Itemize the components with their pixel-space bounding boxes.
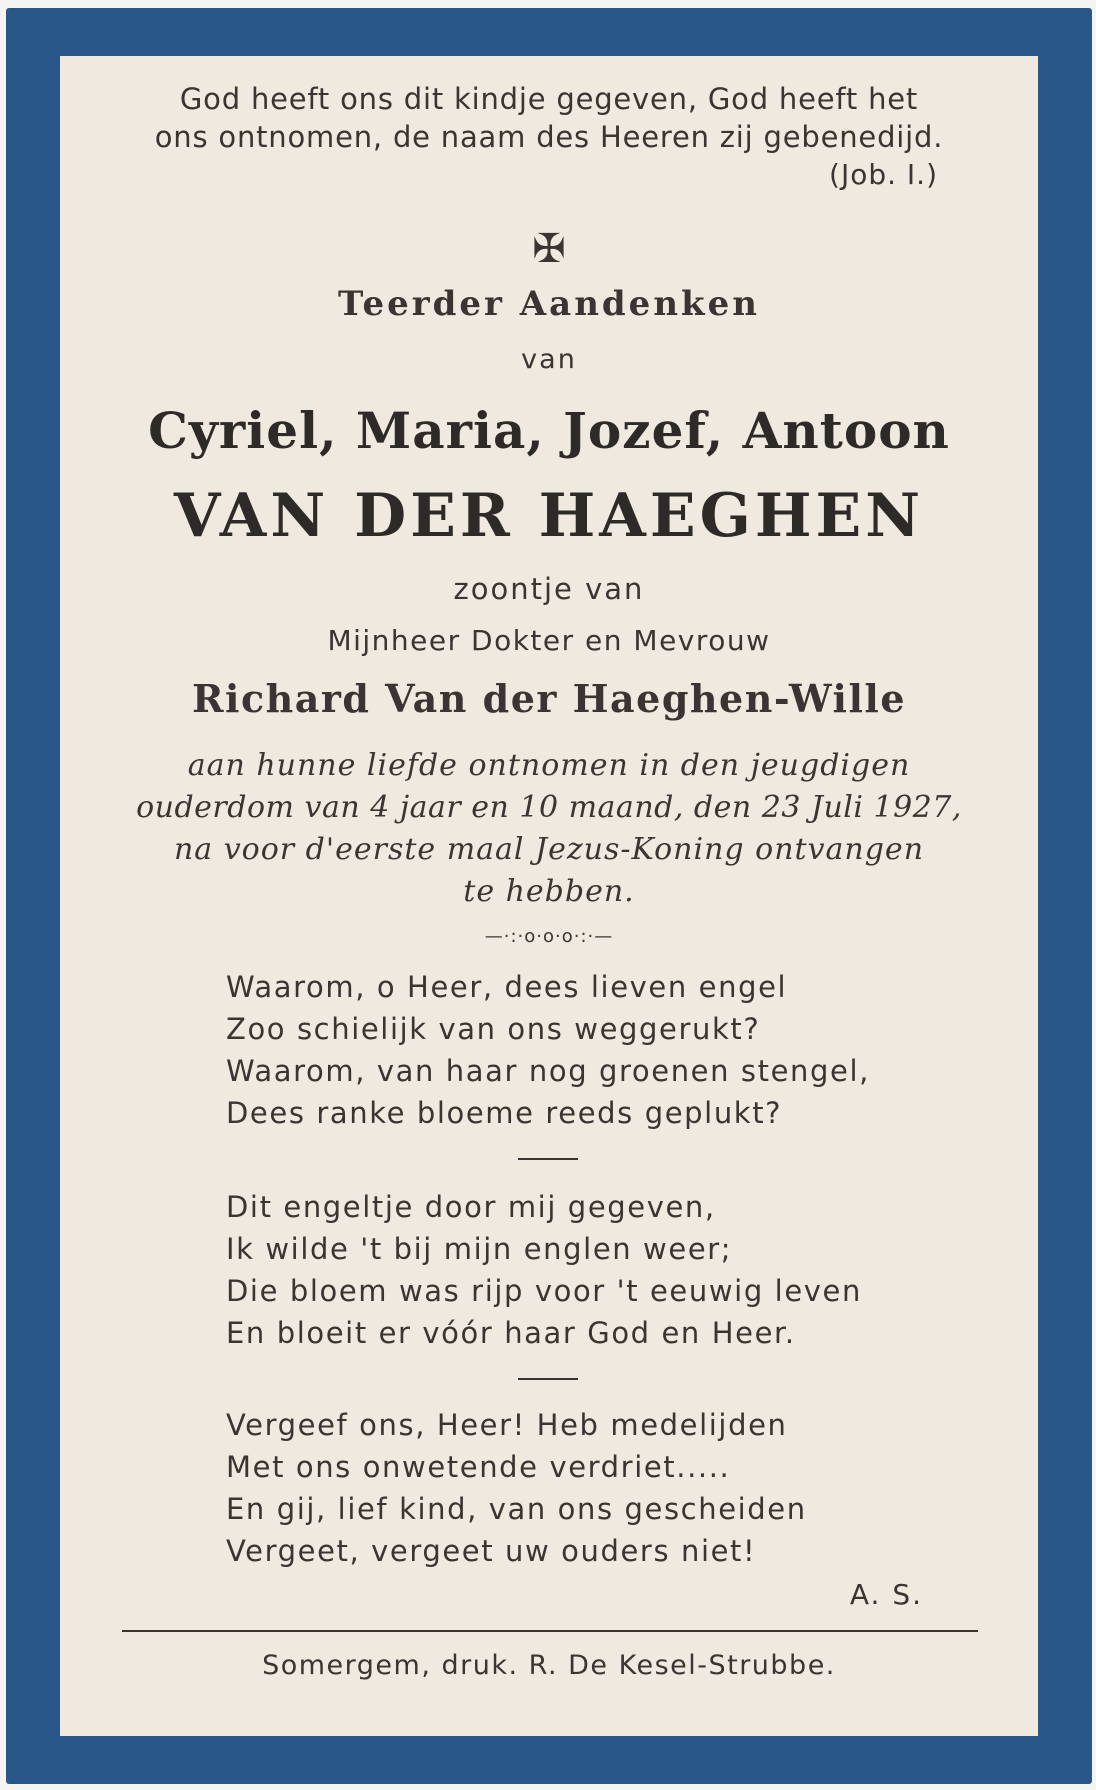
poem-line: Dit engeltje door mij gegeven,: [226, 1190, 716, 1224]
stanza-divider: [518, 1158, 578, 1160]
memorial-card: [6, 8, 1092, 1784]
cross-icon: ✠: [532, 226, 566, 272]
card-title: Teerder Aandenken: [338, 284, 760, 324]
deceased-surname: VAN DER HAEGHEN: [173, 481, 925, 551]
poem-line: Ik wilde 't bij mijn englen weer;: [226, 1232, 733, 1266]
poem-line: Dees ranke bloeme reeds geplukt?: [226, 1096, 783, 1130]
death-text-line-1: aan hunne liefde ontnomen in den jeugdigen: [187, 748, 911, 783]
ornament-divider: —·:·o·o·o·:·—: [484, 926, 614, 947]
epigraph-source: (Job. I.): [829, 158, 938, 191]
card-paper: [60, 56, 1038, 1736]
poem-line: Waarom, van haar nog groenen stengel,: [226, 1054, 870, 1088]
death-text-line-2: ouderdom van 4 jaar en 10 maand, den 23 Juli 1927,: [136, 790, 962, 825]
footer-rule: [122, 1630, 978, 1632]
relation-text: zoontje van: [453, 572, 645, 606]
poem-line: En gij, lief kind, van ons gescheiden: [226, 1492, 807, 1526]
poem-line: En bloeit er vóór haar God en Heer.: [226, 1316, 796, 1350]
poem-author: A. S.: [849, 1578, 923, 1611]
death-text-line-3: na voor d'eerste maal Jezus-Koning ontvangen: [173, 832, 925, 867]
poem-line: Vergeet, vergeet uw ouders niet!: [226, 1534, 757, 1568]
poem-line: Die bloem was rijp voor 't eeuwig leven: [226, 1274, 862, 1308]
poem-line: Zoo schielijk van ons weggerukt?: [226, 1012, 761, 1046]
parents-intro: Mijnheer Dokter en Mevrouw: [327, 624, 771, 657]
deceased-given-names: Cyriel, Maria, Jozef, Antoon: [148, 401, 950, 460]
epigraph-line-2: ons ontnomen, de naam des Heeren zij gebenedijd.: [154, 120, 944, 154]
poem-line: Vergeef ons, Heer! Heb medelijden: [226, 1408, 788, 1442]
poem-line: Waarom, o Heer, dees lieven engel: [226, 970, 788, 1004]
title-van: van: [521, 344, 577, 375]
printer-credit: Somergem, druk. R. De Kesel-Strubbe.: [262, 1650, 836, 1681]
poem-line: Met ons onwetende verdriet.....: [226, 1450, 731, 1484]
stanza-divider: [518, 1378, 578, 1380]
parents-name: Richard Van der Haeghen-Wille: [191, 676, 907, 721]
death-text-line-4: te hebben.: [463, 874, 635, 909]
epigraph-line-1: God heeft ons dit kindje gegeven, God heeft het: [179, 82, 919, 116]
